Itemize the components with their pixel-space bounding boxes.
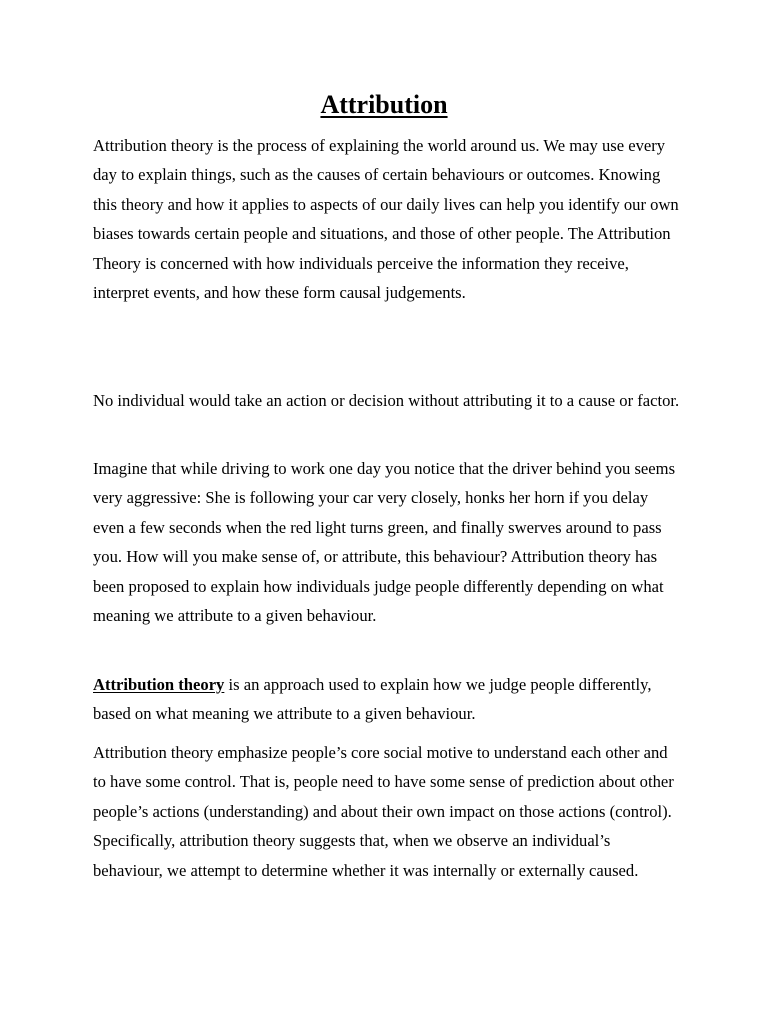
- page-title: Attribution: [320, 90, 448, 119]
- driver-example-paragraph: Imagine that while driving to work one day you notice that the driver behind you seems very aggressive: She is following your car very closely, honks her horn if you delay even a few seconds when the red light turns green, and finally swerves around to pass you. How will you make sense of, or attribute, this behaviour? Attribution theory has been proposed to explain how individuals judge people differently depending on what meaning we attribute to a given behaviour.: [93, 459, 676, 626]
- definition-paragraph: [93, 670, 681, 729]
- social-motive-paragraph: Attribution theory emphasize people’s core social motive to understand each other and to have some control. That is, people need to have some sense of prediction about other people’s actions (understanding) and about their own impact on those actions (control). Specifically, attribution theory suggests that, when we observe an individual’s behaviour, we attempt to determine whether it was internally or externally caused.: [93, 743, 674, 880]
- intro-paragraph: Attribution theory is the process of explaining the world around us. We may use every day to explain things, such as the causes of certain behaviours or outcomes. Knowing this theory and how it applies to aspects of our daily lives can help you identify our own biases towards certain people and situations, and those of other people. The Attribution Theory is concerned with how individuals perceive the information they receive, interpret events, and how these form causal judgements.: [93, 136, 679, 303]
- definition-text: is an approach used to explain how we judge people differently, based on what meaning we attribute to a given behaviour.: [93, 675, 652, 724]
- attribution-theory-term: Attribution theory: [93, 675, 225, 694]
- cause-paragraph: No individual would take an action or decision without attributing it to a cause or factor.: [93, 391, 680, 410]
